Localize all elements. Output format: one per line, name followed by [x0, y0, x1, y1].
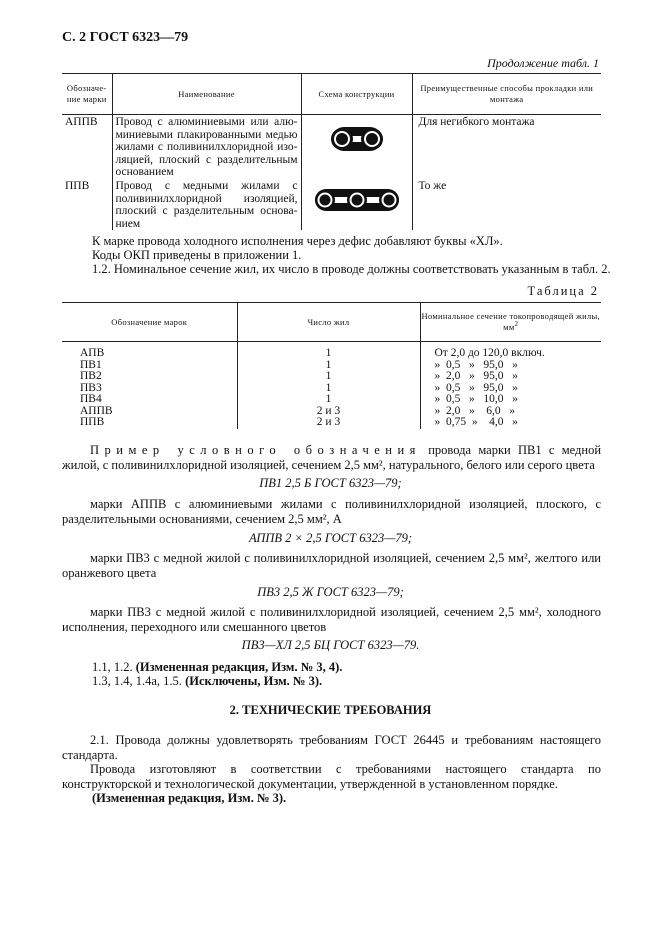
t2-count: 1 [237, 394, 420, 406]
section-2-p1: 2.1. Провода должны удовлетворять требованиям ГОСТ 26445 и требованиям настоящего стандарта. [62, 733, 601, 762]
t2-section: » 0,5 » 10,0 » [420, 394, 601, 406]
note-1-2: 1.2. Номинальное сечение жил, их число в проводе должны соответствовать указанным в табл. 2. [92, 262, 611, 276]
t1-col-name: Наименование [112, 74, 301, 115]
t2-count: 2 и 3 [237, 417, 420, 429]
table-continuation-label: Продолжение табл. 1 [487, 56, 599, 70]
page-header: С. 2 ГОСТ 6323—79 [62, 30, 189, 45]
t1-col-method: Преимущественные способы прокладки или монтажа [412, 74, 601, 115]
note-cold-version: К марке провода холодного исполнения через дефис добавляют буквы «ХЛ». [92, 234, 503, 248]
table-row [62, 417, 601, 429]
t2-body [62, 348, 601, 429]
t2-mark: ПВ4 [80, 393, 102, 405]
t2-count: 1 [237, 348, 420, 360]
table-2 [62, 302, 601, 429]
t2-count: 1 [237, 383, 420, 395]
table-row [62, 115, 601, 180]
t2-mark: АПВ [80, 347, 105, 359]
t1-method: То же [412, 179, 601, 230]
t1-method: Для негибкого монтажа [412, 115, 601, 180]
t1-name: Провод с алюминиевыми или алю-миниевыми плакированными медью жилами с поливинилхлоридной изо-ляцией, плоский с разделительным основанием [112, 115, 301, 180]
table-row [62, 360, 601, 372]
note-okp-codes: Коды ОКП приведены в приложении 1. [92, 248, 302, 262]
amendment-2: 1.3, 1.4, 1.4а, 1.5. (Исключены, Изм. № 3). [92, 674, 323, 688]
t2-mark: АППВ [80, 404, 113, 417]
t1-col-mark: Обозначе-ние марки [62, 74, 112, 115]
t1-mark: ППВ [65, 180, 90, 192]
designation-4: ПВ3—ХЛ 2,5 БЦ ГОСТ 6323—79. [241, 638, 420, 652]
t2-mark: ПВ3 [80, 381, 102, 394]
amendment-1: 1.1, 1.2. (Измененная редакция, Изм. № 3, 4). [92, 660, 343, 674]
t2-count: 1 [237, 360, 420, 372]
table-2-caption: Таблица 2 [527, 284, 599, 298]
t2-count: 1 [237, 371, 420, 383]
two-core-flat-wire-icon [301, 115, 412, 180]
designation-3: ПВ3 2,5 Ж ГОСТ 6323—79; [257, 585, 404, 599]
t2-section: » 2,0 » 6,0 » [420, 406, 601, 418]
t2-section: От 2,0 до 120,0 включ. [420, 348, 601, 360]
section-2-title: 2. ТЕХНИЧЕСКИЕ ТРЕБОВАНИЯ [229, 703, 432, 717]
t2-col-mark: Обозначение марок [62, 303, 237, 342]
three-core-flat-wire-icon [301, 179, 412, 230]
t2-section: » 0,5 » 95,0 » [420, 383, 601, 395]
t2-section: » 0,5 » 95,0 » [420, 360, 601, 372]
t2-col-section: Номинальное сечение токопроводящей жилы, $мм^2$ [420, 303, 601, 342]
table-row [62, 383, 601, 395]
t1-col-scheme: Схема конструкции [301, 74, 412, 115]
table-row [62, 394, 601, 406]
designation-1: ПВ1 2,5 Б ГОСТ 6323—79; [259, 476, 402, 490]
t2-section: » 2,0 » 95,0 » [420, 371, 601, 383]
t2-count: 2 и 3 [237, 406, 420, 418]
example-text-2: марки АППВ с алюминиевыми жилами с поливинилхлоридной изоляцией, плоского, с разделительными основаниями, сечением 2,5 мм², А [62, 497, 601, 526]
table-row [62, 179, 601, 230]
t2-mark: ППВ [80, 416, 105, 428]
designation-2: АППВ 2 × 2,5 ГОСТ 6323—79; [249, 531, 412, 545]
example-text-3: марки ПВ3 с медной жилой с поливинилхлоридной изоляцией, сечением 2,5 мм², желтого или оранжевого цвета [62, 551, 601, 580]
t2-mark: ПВ1 [80, 358, 102, 371]
example-intro: Пример условного обозначения провода марки ПВ1 с медной жилой, с поливинилхлоридной изоляцией, сечением 2,5 мм², натурального, белого или серого цвета [62, 443, 602, 472]
table-row [62, 348, 601, 360]
t2-section: » 0,75 » 4,0 » [420, 417, 601, 429]
table-1 [62, 73, 601, 230]
section-2-p2: Провода изготовляют в соответствии с требованиями настоящего стандарта по конструкторской и технологической документации, утвержденной в установленном порядке. [62, 762, 601, 791]
t2-mark: ПВ2 [80, 370, 102, 382]
example-text-4: марки ПВ3 с медной жилой с поливинилхлоридной изоляцией, сечением 2,5 мм², холодного исполнения, переходного или смешанного цветов [62, 605, 601, 634]
t1-name: Провод с медными жилами с поливинилхлоридной изоляцией, плоский с разделительным основа-нием [112, 179, 301, 230]
t2-col-count: Число жил [237, 303, 420, 342]
table-row [62, 371, 601, 383]
t1-mark: АППВ [65, 116, 98, 128]
section-2-amendment: (Измененная редакция, Изм. № 3). [92, 791, 287, 805]
